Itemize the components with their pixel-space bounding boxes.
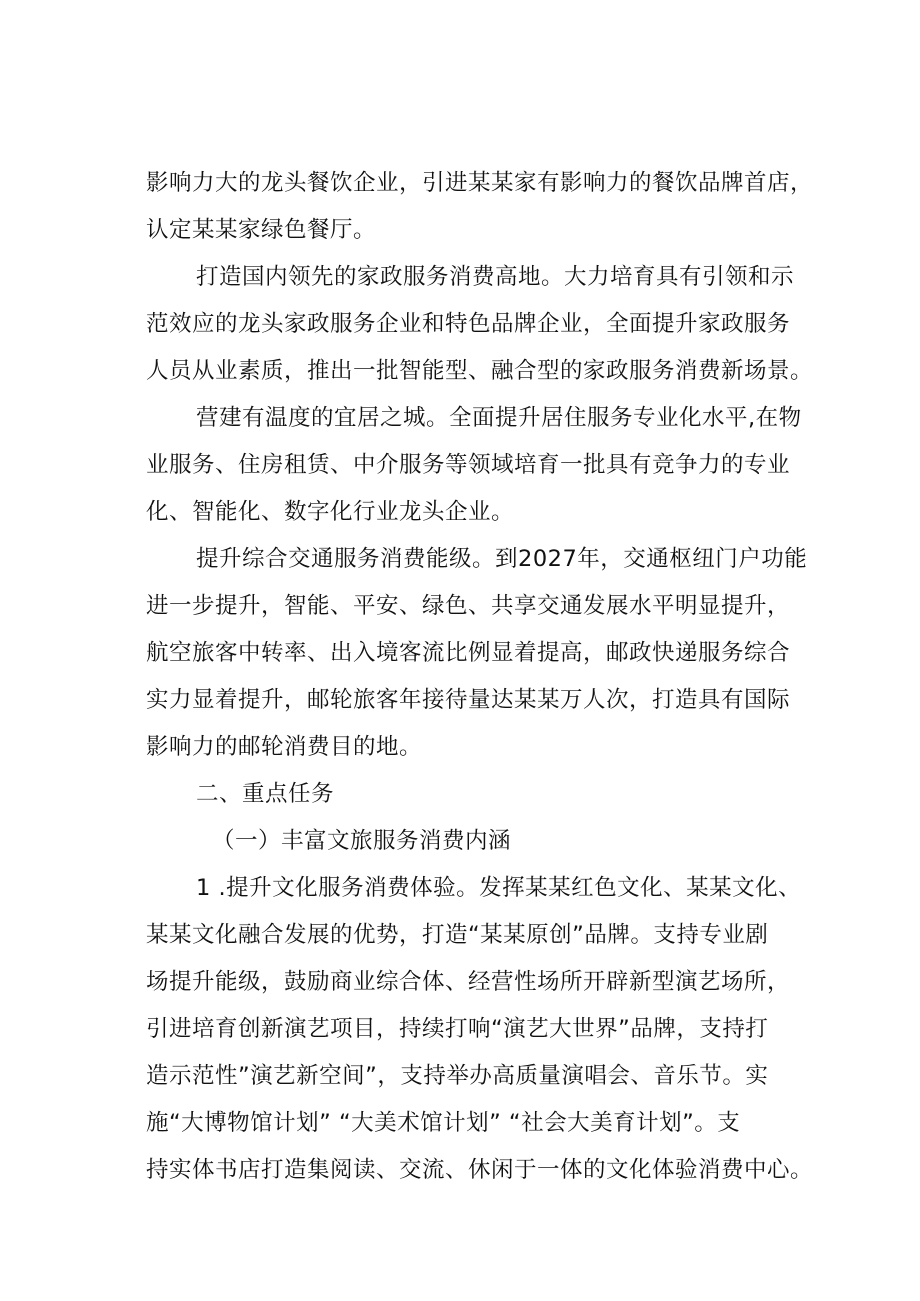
text-line: 进一步提升，智能、平安、绿色、共享交通发展水平明显提升， xyxy=(146,593,791,619)
text-line: 引进培育创新演艺项目，持续打响“演艺大世界”品牌，支持打 xyxy=(146,1016,769,1042)
paragraph xyxy=(146,865,814,1194)
text-line: 影响力的邮轮消费目的地。 xyxy=(146,734,423,760)
text-line: 施“大博物馆计划” “大美术馆计划” “社会大美育计划”。支 xyxy=(146,1110,741,1136)
text-line: 持实体书店打造集阅读、交流、休闲于一体的文化体验消费中心。 xyxy=(146,1157,814,1183)
paragraph xyxy=(146,818,810,865)
text-line: 业服务、住房租赁、中介服务等领域培育一批具有竞争力的专业 xyxy=(146,452,791,478)
text-line: 造示范性”演艺新空间”，支持举办高质量演唱会、音乐节。实 xyxy=(146,1063,769,1089)
text-line: 范效应的龙头家政服务企业和特色品牌企业，全面提升家政服务 xyxy=(146,311,791,337)
paragraph xyxy=(146,160,814,254)
text-line: 1 .提升文化服务消费体验。发挥某某红色文化、某某文化、 xyxy=(196,875,802,901)
paragraph xyxy=(146,536,810,771)
text-line: 营建有温度的宜居之城。全面提升居住服务专业化水平,在物 xyxy=(196,405,802,431)
text-line: 打造国内领先的家政服务消费高地。大力培育具有引领和示 xyxy=(196,264,795,290)
document-body xyxy=(146,160,814,1194)
paragraph xyxy=(146,254,814,395)
text-line: 提升综合交通服务消费能级。到2027年，交通枢纽门户功能 xyxy=(196,546,808,572)
text-line: 化、智能化、数字化行业龙头企业。 xyxy=(146,499,515,525)
text-line: （一）丰富文旅服务消费内涵 xyxy=(212,828,512,854)
text-line: 实力显着提升，邮轮旅客年接待量达某某万人次，打造具有国际 xyxy=(146,687,791,713)
text-line: 航空旅客中转率、出入境客流比例显着提高，邮政快递服务综合 xyxy=(146,640,791,666)
text-line: 场提升能级，鼓励商业综合体、经营性场所开辟新型演艺场所， xyxy=(146,969,791,995)
text-line: 影响力大的龙头餐饮企业，引进某某家有影响力的餐饮品牌首店， xyxy=(146,170,814,196)
text-line: 某某文化融合发展的优势，打造“某某原创”品牌。支持专业剧 xyxy=(146,922,769,948)
text-line: 认定某某家绿色餐厅。 xyxy=(146,217,377,243)
paragraph xyxy=(146,395,810,536)
paragraph xyxy=(146,771,810,818)
text-line: 二、重点任务 xyxy=(196,781,335,807)
text-line: 人员从业素质，推出一批智能型、融合型的家政服务消费新场景。 xyxy=(146,358,814,384)
